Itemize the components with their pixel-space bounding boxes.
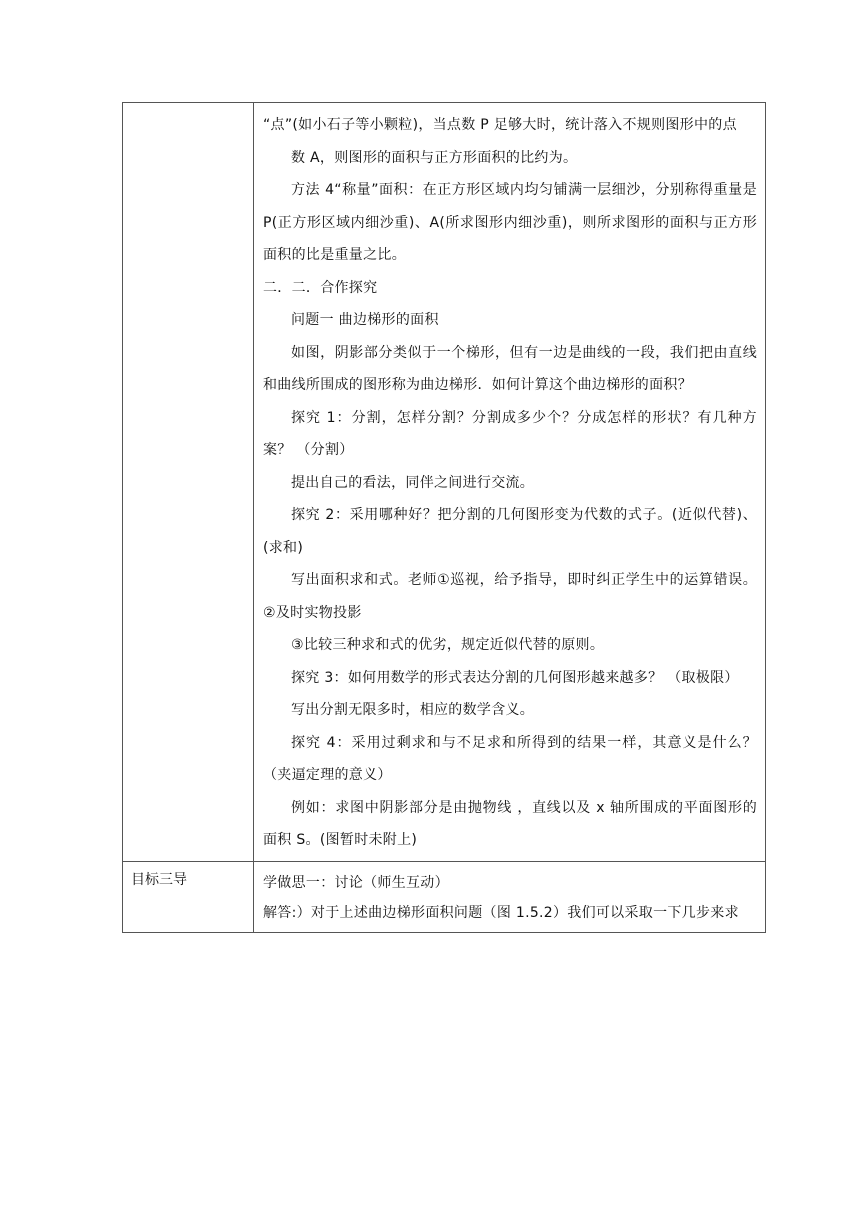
paragraph: 写出分割无限多时，相应的数学含义。 <box>291 702 535 718</box>
paragraph: 写出面积求和式。老师①巡视，给予指导，即时纠正学生中的运算错误。②及时实物投影 <box>263 572 757 621</box>
paragraph: ③比较三种求和式的优劣，规定近似代替的原则。 <box>291 637 605 653</box>
paragraph: 方法 4“称量”面积：在正方形区域内均匀铺满一层细沙，分别称得重量是 P(正方形区域内细沙重)、A(所求图形内细沙重)，则所求图形的面积与正方形面积的比是重量之比。 <box>263 182 757 263</box>
lesson-plan-table <box>122 102 766 933</box>
paragraph: 提出自己的看法，同伴之间进行交流。 <box>291 474 535 491</box>
paragraph: 探究 4：采用过剩求和与不足求和所得到的结果一样，其意义是什么？（夹逼定理的意义） <box>263 734 757 783</box>
paragraph: 学做思一：讨论（师生互动） <box>263 874 449 891</box>
paragraph: 探究 1：分割，怎样分割？分割成多少个？分成怎样的形状？有几种方案？ （分割） <box>263 409 757 458</box>
section-heading: 二．二．合作探究 <box>263 279 378 296</box>
row-content-cell <box>254 861 766 932</box>
paragraph: 如图，阴影部分类似于一个梯形，但有一边是曲线的一段，我们把由直线和曲线所围成的图形称为曲边梯形．如何计算这个曲边梯形的面积？ <box>263 344 757 393</box>
paragraph: 探究 3：如何用数学的形式表达分割的几何图形越来越多？ （取极限） <box>291 669 739 686</box>
row-content-cell <box>254 103 766 862</box>
table-row <box>123 861 766 932</box>
paragraph: 例如：求图中阴影部分是由抛物线 ，直线以及 x 轴所围成的平面图形的面积 S。(图暂时未附上) <box>263 799 757 848</box>
paragraph: 解答:）对于上述曲边梯形面积问题（图 1.5.2）我们可以采取一下几步来求 <box>263 904 739 921</box>
paragraph: “点”(如小石子等小颗粒)，当点数 P 足够大时，统计落入不规则图形中的点 <box>263 117 737 133</box>
paragraph: 探究 2：采用哪种好？把分割的几何图形变为代数的式子。(近似代替)、(求和) <box>263 507 757 556</box>
paragraph: 数 A，则图形的面积与正方形面积的比约为。 <box>291 149 578 166</box>
row-label-cell: 目标三导 <box>123 861 254 932</box>
table-row <box>123 103 766 862</box>
problem-heading: 问题一 曲边梯形的面积 <box>291 312 439 328</box>
row-label-cell <box>123 103 254 862</box>
